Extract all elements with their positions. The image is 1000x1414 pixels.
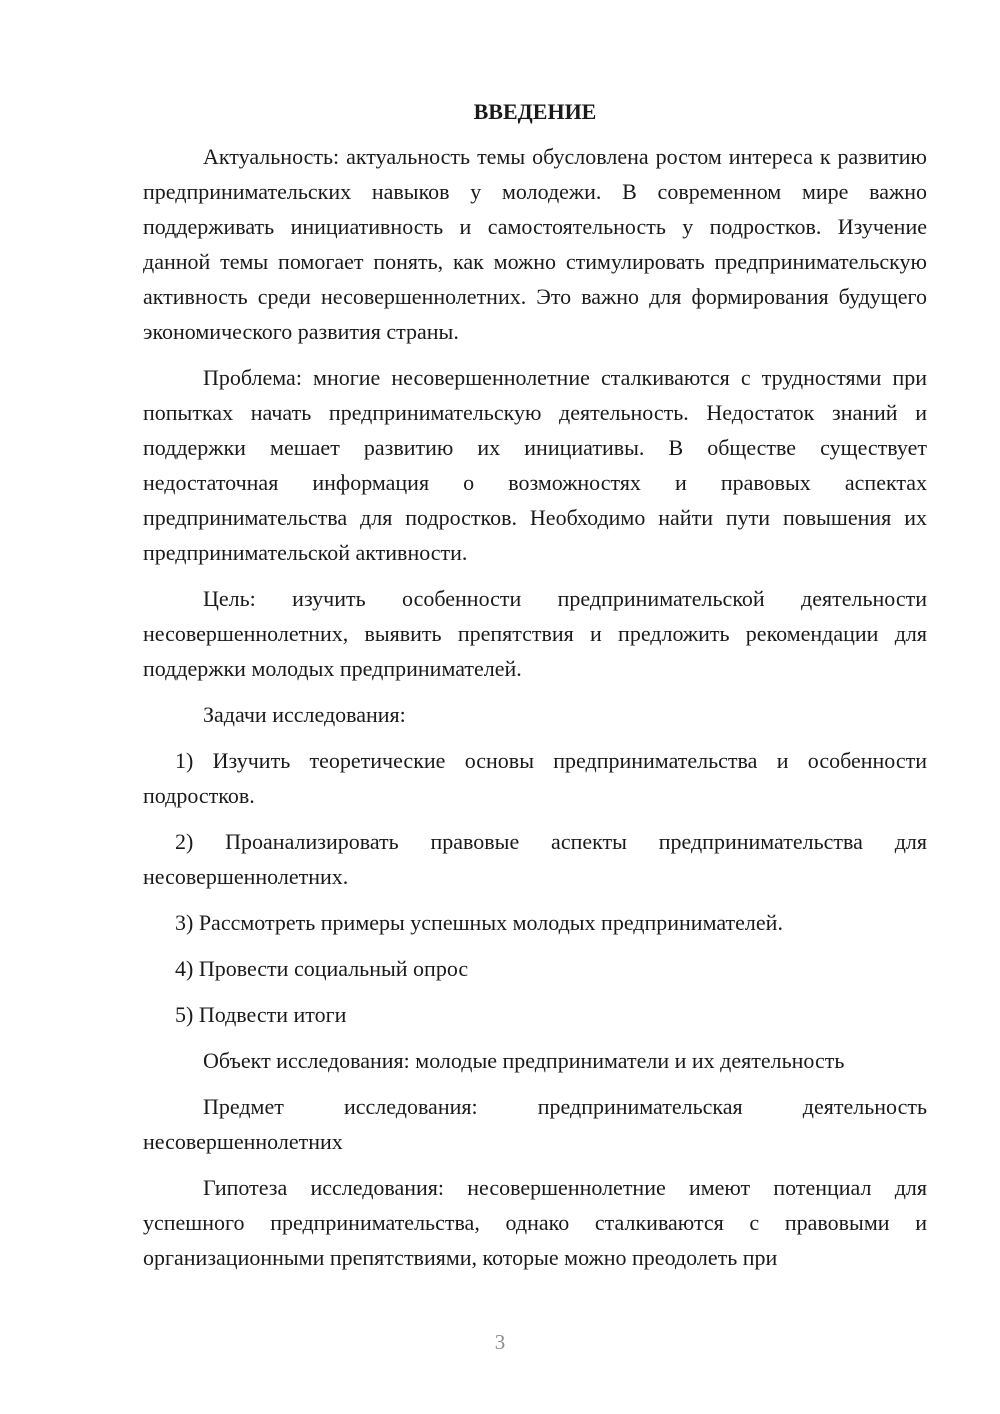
page-number: 3: [494, 1330, 506, 1354]
paragraph-relevance: Актуальность: актуальность темы обусловлена ростом интереса к развитию предпринимательских навыков у молодежи. В современном мире важно поддерживать инициативность и самостоятельность у подростков. Изучение данной темы помогает понять, как можно стимулировать предпринимательскую активность среди несовершеннолетних. Это важно для формирования будущего экономического развития страны.: [143, 144, 927, 344]
task-item: 2) Проанализировать правовые аспекты предпринимательства для несовершеннолетних.: [143, 829, 927, 889]
paragraph-problem: Проблема: многие несовершеннолетние сталкиваются с трудностями при попытках начать предпринимательскую деятельность. Недостаток знаний и поддержки мешает развитию их инициативы. В обществе существует недостаточная информация о возможностях и правовых аспектах предпринимательства для подростков. Необходимо найти пути повышения их предпринимательской активности.: [143, 365, 927, 565]
task-item: 3) Рассмотреть примеры успешных молодых предпринимателей.: [175, 910, 783, 935]
task-item: 1) Изучить теоретические основы предпринимательства и особенности подростков.: [143, 748, 927, 808]
paragraph-subject: Предмет исследования: предпринимательская деятельность несовершеннолетних: [143, 1094, 927, 1154]
page-heading: ВВЕДЕНИЕ: [473, 99, 597, 124]
task-item: 4) Провести социальный опрос: [175, 956, 469, 981]
paragraph-object: Объект исследования: молодые предприниматели и их деятельность: [203, 1048, 845, 1073]
task-item: 5) Подвести итоги: [175, 1002, 347, 1027]
paragraph-goal: Цель: изучить особенности предпринимательской деятельности несовершеннолетних, выявить препятствия и предложить рекомендации для поддержки молодых предпринимателей.: [143, 586, 927, 681]
page-body: [143, 94, 927, 1285]
paragraph-hypothesis: Гипотеза исследования: несовершеннолетние имеют потенциал для успешного предпринимательства, однако сталкиваются с правовыми и организационными препятствиями, которые можно преодолеть при: [143, 1175, 927, 1270]
paragraph-tasks-intro: Задачи исследования:: [203, 702, 406, 727]
